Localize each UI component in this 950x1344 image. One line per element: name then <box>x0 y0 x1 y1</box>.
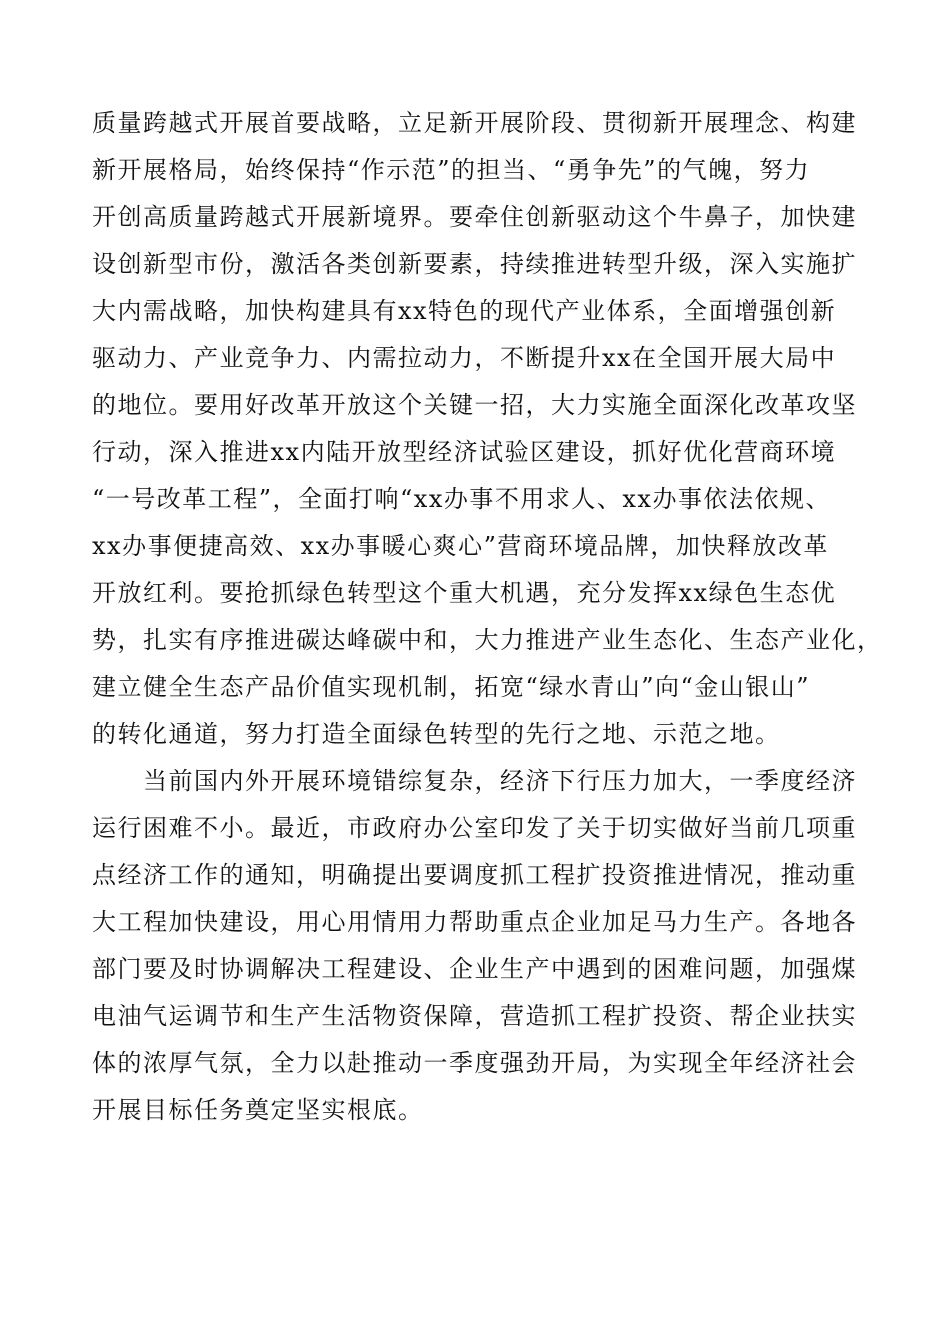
text-line: 电油气运调节和生产生活物资保障，营造抓工程扩投资、帮企业扶实 <box>92 1002 857 1030</box>
text-line: 驱动力、产业竞争力、内需拉动力，不断提升xx在全国开展大局中 <box>92 344 837 372</box>
text-line: 部门要及时协调解决工程建设、企业生产中遇到的困难问题，加强煤 <box>92 955 857 983</box>
text-line: 新开展格局，始终保持“作示范”的担当、“勇争先”的气魄，努力 <box>92 156 811 184</box>
text-line: 大内需战略，加快构建具有xx特色的现代产业体系，全面增强创新 <box>92 297 837 325</box>
text-line: 势，扎实有序推进碳达峰碳中和，大力推进产业生态化、生态产业化， <box>92 626 882 654</box>
text-line: 运行困难不小。最近，市政府办公室印发了关于切实做好当前几项重 <box>92 814 857 842</box>
text-line: 建立健全生态产品价值实现机制，拓宽“绿水青山”向“金山银山” <box>92 673 811 701</box>
text-line: 设创新型市份，激活各类创新要素，持续推进转型升级，深入实施扩 <box>92 250 857 278</box>
text-line: 大工程加快建设，用心用情用力帮助重点企业加足马力生产。各地各 <box>92 908 857 936</box>
text-line: “一号改革工程”，全面打响“xx办事不用求人、xx办事依法依规、 <box>92 485 831 513</box>
text-line: 体的浓厚气氛，全力以赴推动一季度强劲开局，为实现全年经济社会 <box>92 1049 857 1077</box>
text-line: 开展目标任务奠定坚实根底。 <box>92 1096 424 1124</box>
text-line: 的转化通道，努力打造全面绿色转型的先行之地、示范之地。 <box>92 720 781 748</box>
text-line: 点经济工作的通知，明确提出要调度抓工程扩投资推进情况，推动重 <box>92 861 857 889</box>
text-line: 的地位。要用好改革开放这个关键一招，大力实施全面深化改革攻坚 <box>92 391 857 419</box>
text-line: 质量跨越式开展首要战略，立足新开展阶段、贯彻新开展理念、构建 <box>92 109 857 137</box>
document-body <box>92 100 882 1134</box>
text-line: 开放红利。要抢抓绿色转型这个重大机遇，充分发挥xx绿色生态优 <box>92 579 837 607</box>
text-line: 行动，深入推进xx内陆开放型经济试验区建设，抓好优化营商环境 <box>92 438 837 466</box>
text-line: xx办事便捷高效、xx办事暖心爽心”营商环境品牌，加快释放改革 <box>92 532 829 560</box>
text-line: 当前国内外开展环境错综复杂，经济下行压力加大，一季度经济 <box>92 767 857 795</box>
text-line: 开创高质量跨越式开展新境界。要牵住创新驱动这个牛鼻子，加快建 <box>92 203 857 231</box>
